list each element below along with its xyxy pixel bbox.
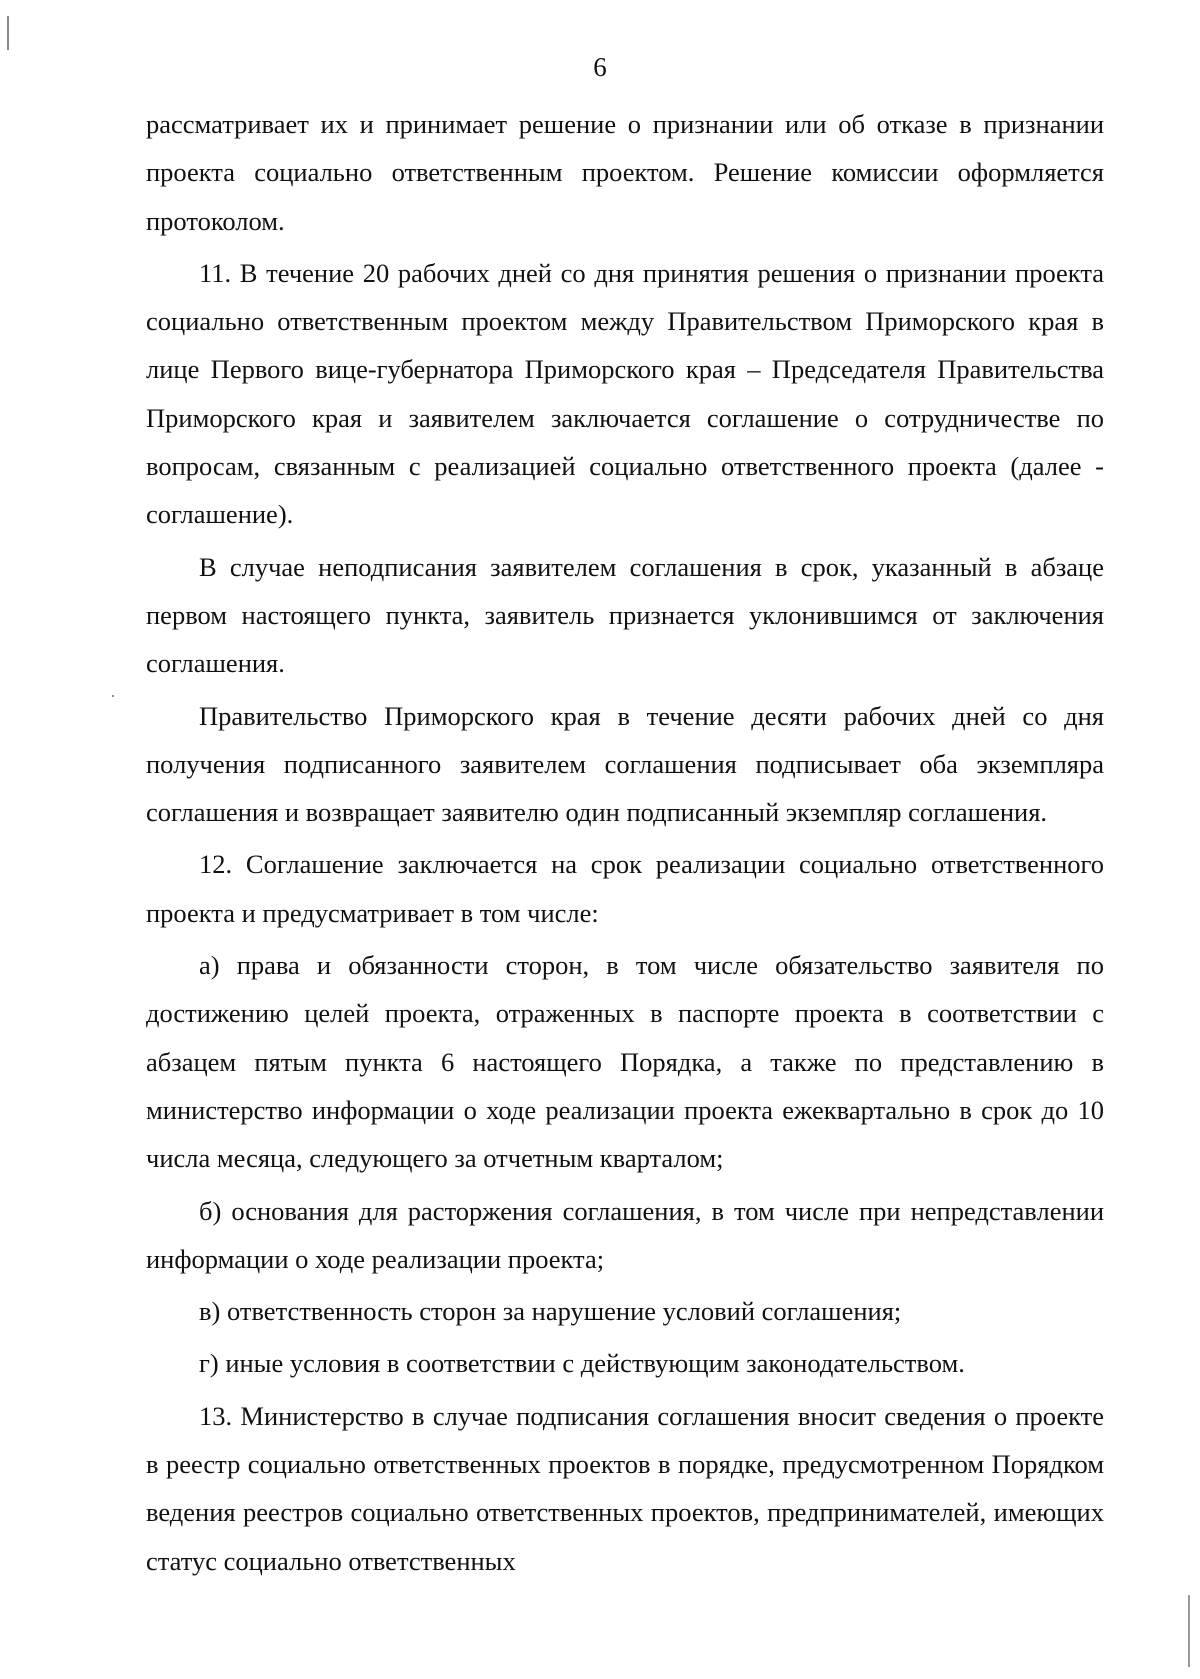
paragraph-item-12: 12. Соглашение заключается на срок реализации социально ответственного проекта и предусматривает в том числе: <box>146 849 1104 928</box>
paragraph-subitem-v: в) ответственность сторон за нарушение условий соглашения; <box>199 1296 902 1327</box>
paragraph-subitem-b: б) основания для расторжения соглашения, в том числе при непредставлении информации о ходе реализации проекта; <box>146 1195 1104 1274</box>
paragraph-item-11: 11. В течение 20 рабочих дней со дня принятия решения о признании проекта социально ответственным проектом между Правительством Приморского края в лице Первого вице-губернатора Приморского края – Председателя Правительства Приморского края и заявителем заключается соглашение о сотрудничестве по вопросам, связанным с реализацией социально ответственного проекта (далее - соглашение). <box>146 257 1104 530</box>
paragraph-government-signing: Правительство Приморского края в течение десяти рабочих дней со дня получения подписанного заявителем соглашения подписывает оба экземпляра соглашения и возвращает заявителю один подписанный экземпляр соглашения. <box>146 700 1104 828</box>
document-body <box>146 100 1104 1585</box>
paragraph-refusal-clause: В случае неподписания заявителем соглашения в срок, указанный в абзаце первом настоящего пункта, заявитель признается уклонившимся от заключения соглашения. <box>146 551 1104 679</box>
scan-artifact-line <box>7 16 9 50</box>
page-number: 6 <box>593 52 607 82</box>
scan-artifact-dot <box>112 695 114 697</box>
scan-artifact-line <box>1188 1595 1190 1667</box>
paragraph-item-13: 13. Министерство в случае подписания соглашения вносит сведения о проекте в реестр социально ответственных проектов в порядке, предусмотренном Порядком ведения реестров социально ответственных проектов, предпринимателей, имеющих статус социально ответственных <box>146 1400 1104 1576</box>
paragraph-continuation: рассматривает их и принимает решение о признании или об отказе в признании проекта социально ответственным проектом. Решение комиссии оформляется протоколом. <box>146 109 1104 236</box>
paragraph-subitem-g: г) иные условия в соответствии с действующим законодательством. <box>199 1348 965 1379</box>
paragraph-subitem-a: а) права и обязанности сторон, в том числе обязательство заявителя по достижению целей проекта, отраженных в паспорте проекта в соответствии с абзацем пятым пункта 6 настоящего Порядка, а также по представлению в министерство информации о ходе реализации проекта ежеквартально в срок до 10 числа месяца, следующего за отчетным кварталом; <box>146 950 1104 1174</box>
